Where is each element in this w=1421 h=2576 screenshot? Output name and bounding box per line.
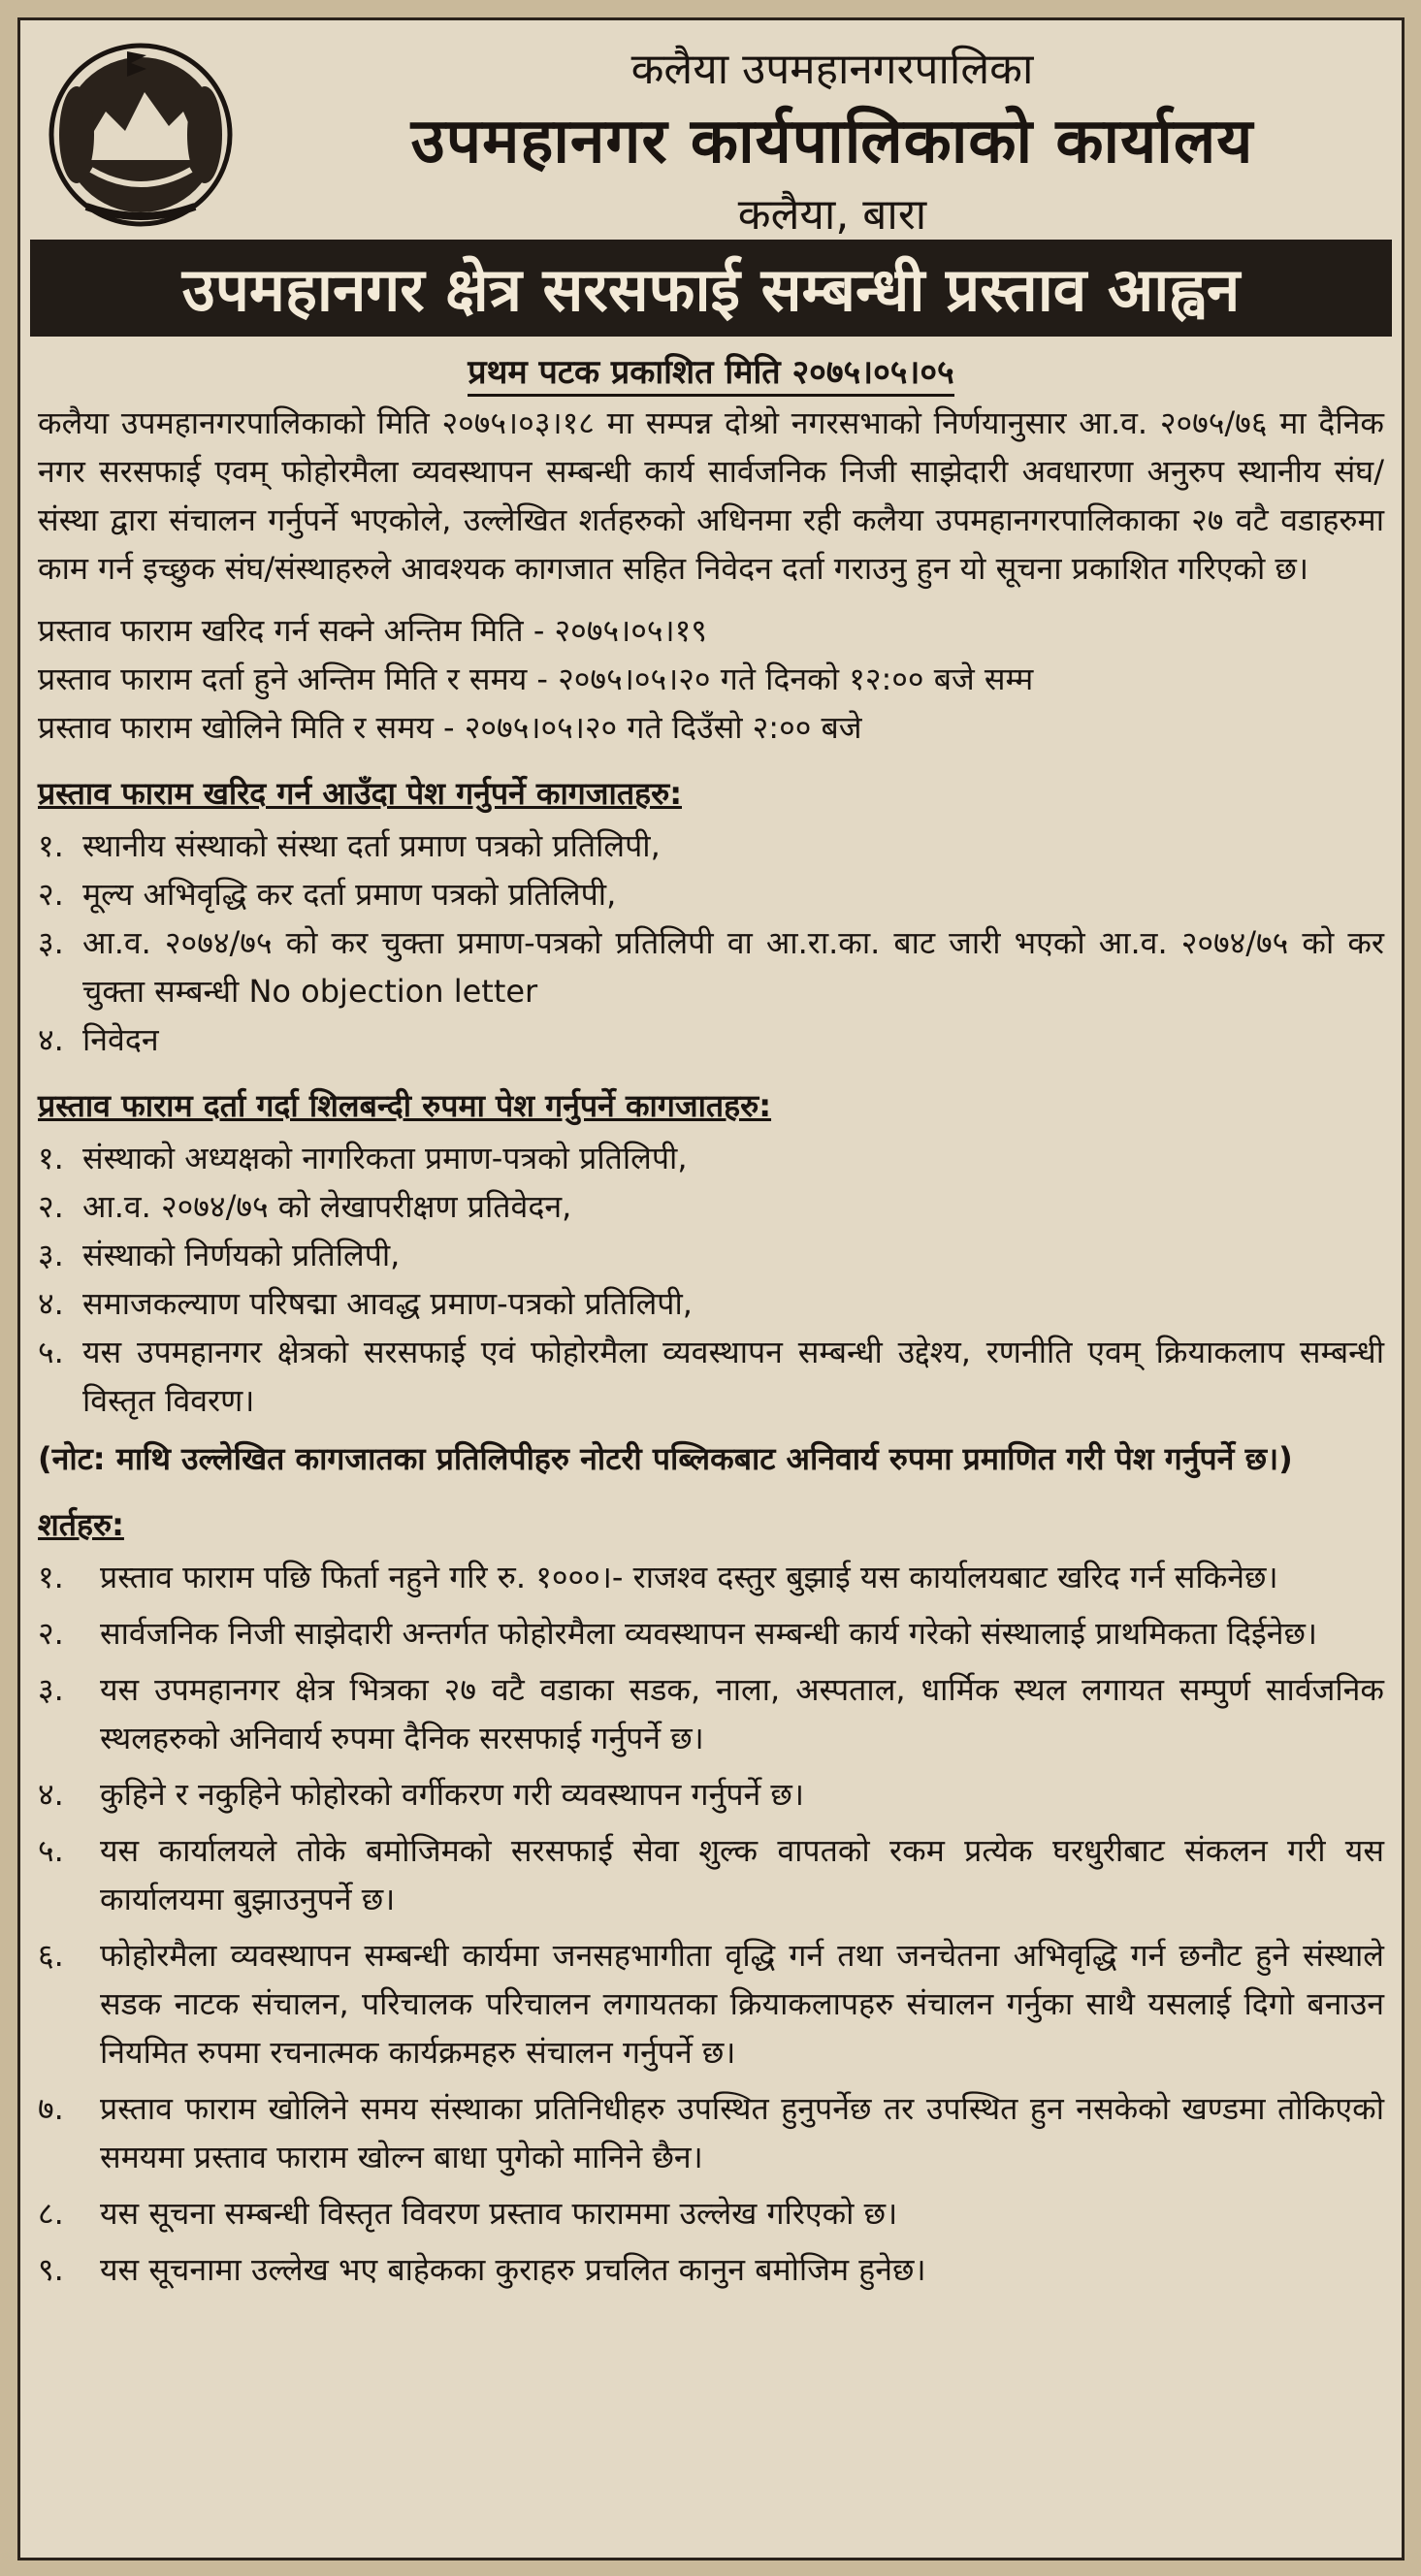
list-item: १. संस्थाको अध्यक्षको नागरिकता प्रमाण-पत्रको प्रतिलिपी,	[38, 1140, 688, 1176]
notice-body	[38, 399, 1384, 2302]
list-item: ४. समाजकल्याण परिषद्मा आवद्ध प्रमाण-पत्रको प्रतिलिपी,	[38, 1285, 693, 1322]
condition-item: ८. यस सूचना सम्बन्धी विस्तृत विवरण प्रस्ताव फाराममा उल्लेख गरिएको छ।	[38, 2195, 898, 2232]
condition-item: ६. फोहोरमैला व्यवस्थापन सम्बन्धी कार्यमा जनसहभागीता वृद्धि गर्न तथा जनचेतना अभिवृद्धि गर्न छनौट हुने संस्थाले सडक नाटक संचालन, परिचालक परिचालन लगायतका क्रियाकलापहरु संचालन गर्नुका साथै यसलाई दिगो बनाउन नियमित रुपमा रचनात्मक कार्यक्रमहरु संचालन गर्नुपर्ने छ।	[38, 1937, 1384, 2071]
list-item: २. मूल्य अभिवृद्धि कर दर्ता प्रमाण पत्रको प्रतिलिपी,	[38, 876, 617, 913]
municipality-name: कलैया उपमहानगरपालिका	[630, 45, 1034, 94]
condition-item: २. सार्वजनिक निजी साझेदारी अन्तर्गत फोहोरमैला व्यवस्थापन सम्बन्धी कार्य गरेको संस्थालाई प्राथमिकता दिईनेछ।	[38, 1615, 1318, 1652]
deadline-opening: प्रस्ताव फाराम खोलिने मिति र समय - २०७५।०५।२० गते दिउँसो २:०० बजे	[38, 709, 862, 746]
first-published-label: प्रथम पटक प्रकाशित मिति २०७५।०५।०५	[468, 353, 953, 397]
notice-header	[20, 20, 1402, 240]
condition-item: ५. यस कार्यालयले तोके बमोजिमको सरसफाई सेवा शुल्क वापतको रकम प्रत्येक घरधुरीबाट संकलन गरी यस कार्यालयमा बुझाउनुपर्ने छ।	[38, 1832, 1384, 1917]
intro-paragraph: कलैया उपमहानगरपालिकाको मिति २०७५।०३।१८ मा सम्पन्न दोश्रो नगरसभाको निर्णयानुसार आ.व. २०७५/७६ मा दैनिक नगर सरसफाई एवम् फोहोरमैला व्यवस्थापन सम्बन्धी कार्य सार्वजनिक निजी साझेदारी अवधारणा अनुरुप स्थानीय संघ/संस्था द्वारा संचालन गर्नुपर्ने भएकोले, उल्लेखित शर्तहरुको अधिनमा रही कलैया उपमहानगरपालिकाका २७ वटै वडाहरुमा काम गर्न इच्छुक संघ/संस्थाहरुले आवश्यक कागजात सहित निवेदन दर्ता गराउनु हुन यो सूचना प्रकाशित गरिएको छ।	[38, 404, 1384, 587]
condition-item: ४. कुहिने र नकुहिने फोहोरको वर्गीकरण गरी व्यवस्थापन गर्नुपर्ने छ।	[38, 1776, 804, 1813]
deadline-purchase: प्रस्ताव फाराम खरिद गर्न सक्ने अन्तिम मिति - २०७५।०५।१९	[38, 612, 707, 649]
office-name: उपमहानगर कार्यपालिकाको कार्यालय	[410, 106, 1254, 177]
office-location: कलैया, बारा	[737, 190, 927, 240]
condition-item: ७. प्रस्ताव फाराम खोलिने समय संस्थाका प्रतिनिधीहरु उपस्थित हुनुपर्नेछ तर उपस्थित हुन नसकेको खण्डमा तोकिएको समयमा प्रस्ताव फाराम खोल्न बाधा पुगेको मानिने छैन।	[38, 2090, 1384, 2175]
condition-item: ९. यस सूचनामा उल्लेख भए बाहेकका कुराहरु प्रचलित कानुन बमोजिम हुनेछ।	[38, 2251, 926, 2288]
public-notice	[17, 17, 1405, 2560]
list-item: ३. आ.व. २०७४/७५ को कर चुक्ता प्रमाण-पत्रको प्रतिलिपी वा आ.रा.का. बाट जारी भएको आ.व. २०७४/७५ को कर चुक्ता सम्बन्धी No objection letter	[38, 924, 1384, 1010]
purchase-docs-title: प्रस्ताव फाराम खरिद गर्न आउँदा पेश गर्नुपर्ने कागजातहरु:	[38, 775, 682, 812]
condition-item: १. प्रस्ताव फाराम पछि फिर्ता नहुने गरि रु. १०००।- राजश्व दस्तुर बुझाई यस कार्यालयबाट खरिद गर्न सकिनेछ।	[38, 1559, 1278, 1595]
list-item: ५. यस उपमहानगर क्षेत्रको सरसफाई एवं फोहोरमैला व्यवस्थापन सम्बन्धी उद्देश्य, रणनीति एवम् क्रियाकलाप सम्बन्धी विस्तृत विवरण।	[38, 1334, 1384, 1419]
newspaper-page	[17, 17, 1405, 2560]
deadline-registration: प्रस्ताव फाराम दर्ता हुने अन्तिम मिति र समय - २०७५।०५।२० गते दिनको १२:०० बजे सम्म	[38, 660, 1034, 697]
sealed-docs-title: प्रस्ताव फाराम दर्ता गर्दा शिलबन्दी रुपमा पेश गर्नुपर्ने कागजातहरु:	[38, 1087, 772, 1124]
list-item: १. स्थानीय संस्थाको संस्था दर्ता प्रमाण पत्रको प्रतिलिपी,	[38, 827, 661, 864]
publication-date	[20, 348, 1402, 393]
conditions-title: शर्तहरु:	[38, 1506, 124, 1543]
list-item: ४. निवेदन	[38, 1021, 159, 1058]
list-item: ३. संस्थाको निर्णयको प्रतिलिपी,	[38, 1237, 401, 1273]
notice-title-banner	[30, 240, 1392, 337]
notary-note: (नोट: माथि उल्लेखित कागजातका प्रतिलिपीहरु नोटरी पब्लिकबाट अनिवार्य रुपमा प्रमाणित गरी पेश गर्नुपर्ने छ।)	[38, 1440, 1293, 1477]
list-item: २. आ.व. २०७४/७५ को लेखापरीक्षण प्रतिवेदन,	[38, 1188, 572, 1225]
condition-item: ३. यस उपमहानगर क्षेत्र भित्रका २७ वटै वडाका सडक, नाला, अस्पताल, धार्मिक स्थल लगायत सम्पुर्ण सार्वजनिक स्थलहरुको अनिवार्य रुपमा दैनिक सरसफाई गर्नुपर्ने छ।	[38, 1671, 1384, 1756]
notice-title: उपमहानगर क्षेत्र सरसफाई सम्बन्धी प्रस्ताव आह्वन	[181, 254, 1241, 325]
